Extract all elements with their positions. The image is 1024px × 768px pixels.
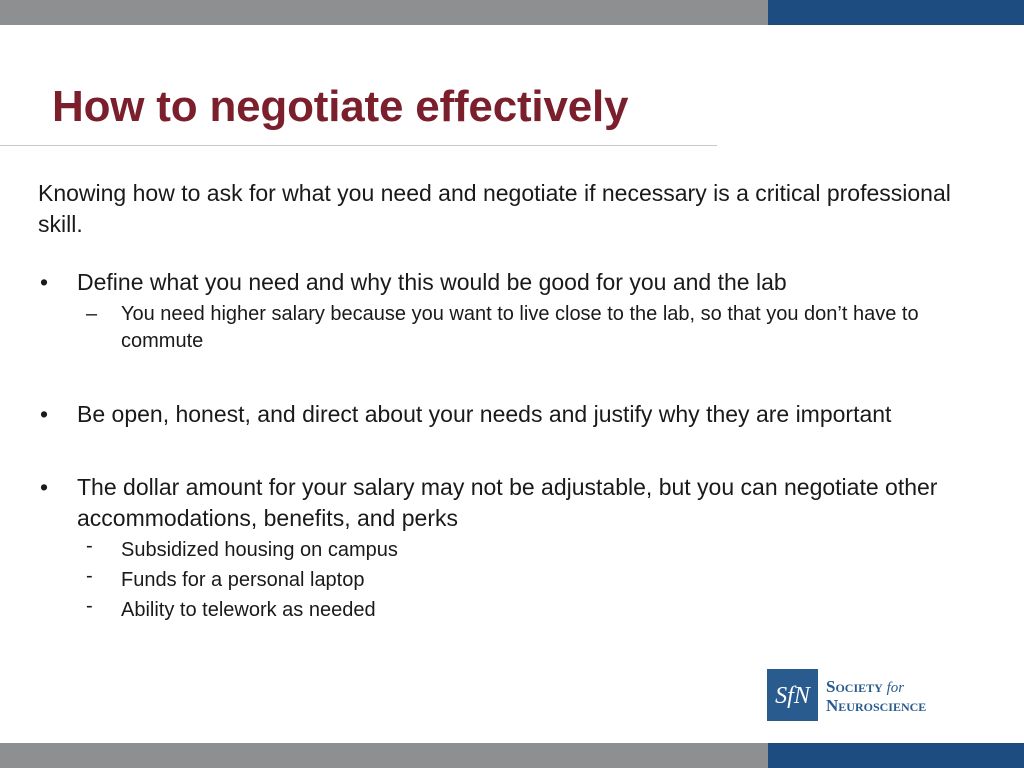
sub-item-housing	[38, 537, 978, 564]
sfn-wordmark	[826, 678, 926, 716]
sub-item-text: You need higher salary because you want to live close to the lab, so that you don’t have to commute	[121, 303, 919, 352]
wordmark-for: for	[886, 680, 905, 696]
sub-item-text: Subsidized housing on campus	[121, 539, 398, 561]
wordmark-society: Society	[826, 677, 883, 696]
sub-marker: -	[86, 595, 93, 617]
bullet-marker: •	[40, 269, 49, 295]
sfn-monogram-icon	[767, 669, 818, 721]
sfn-monogram-badge	[767, 669, 818, 721]
bullet-text: Define what you need and why this would be good for you and the lab	[77, 269, 787, 295]
sublist-perks	[38, 537, 978, 624]
sfn-logo	[767, 669, 947, 721]
bullet-define-needs	[38, 267, 978, 298]
bottom-band-gray	[0, 743, 768, 768]
top-band-gray	[0, 0, 768, 25]
sub-item-salary	[38, 301, 978, 355]
top-band	[0, 0, 1024, 25]
slide-body	[38, 178, 978, 624]
bullet-text: The dollar amount for your salary may not be adjustable, but you can negotiate other accommodations, benefits, and perks	[77, 474, 938, 531]
slide-title: How to negotiate effectively	[52, 82, 629, 131]
top-band-blue	[768, 0, 1024, 25]
sub-item-text: Ability to telework as needed	[121, 599, 376, 621]
sub-marker: -	[86, 535, 93, 557]
bullet-dollar-amount	[38, 472, 978, 534]
bullet-text: Be open, honest, and direct about your needs and justify why they are important	[77, 401, 892, 427]
bottom-band	[0, 743, 1024, 768]
bullet-marker: •	[40, 401, 49, 427]
intro-text: Knowing how to ask for what you need and negotiate if necessary is a critical professional skill.	[38, 180, 951, 237]
sub-item-text: Funds for a personal laptop	[121, 569, 365, 591]
bullet-be-open	[38, 399, 978, 430]
bullet-marker: •	[40, 474, 49, 500]
sub-marker: -	[86, 565, 93, 587]
wordmark-neuroscience: Neuroscience	[826, 696, 927, 715]
sub-marker: –	[86, 303, 98, 325]
title-divider	[0, 145, 717, 146]
bottom-band-blue	[768, 743, 1024, 768]
sub-item-laptop	[38, 567, 978, 594]
sublist-define-needs	[38, 301, 978, 355]
sfn-monogram-text: SfN	[775, 683, 810, 709]
sub-item-telework	[38, 597, 978, 624]
